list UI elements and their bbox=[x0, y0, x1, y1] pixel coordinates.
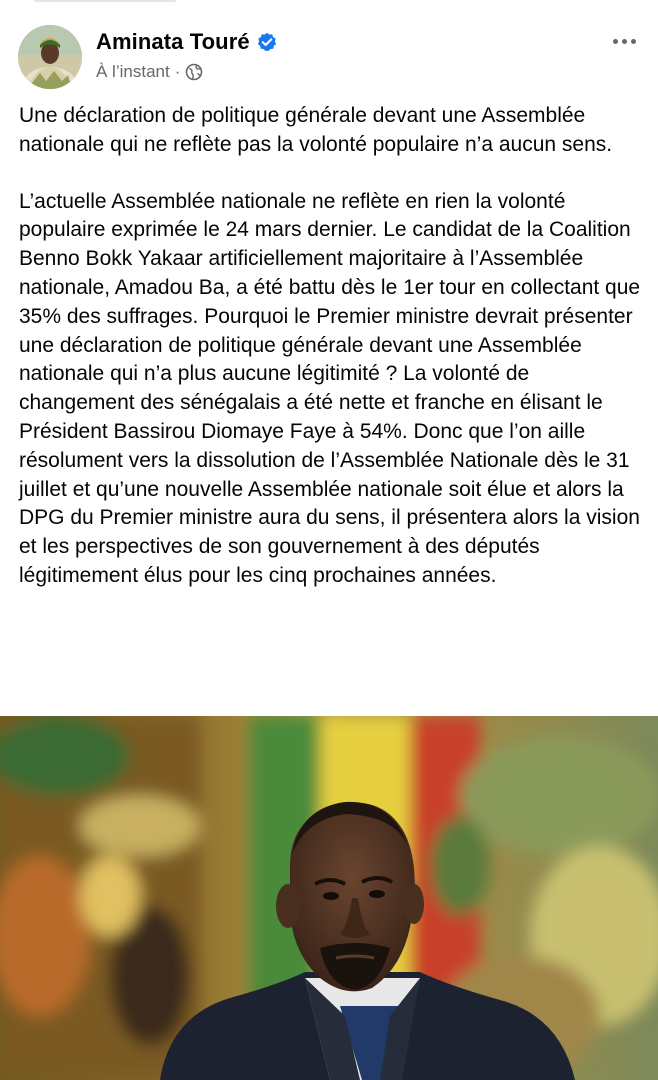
verified-badge-icon bbox=[257, 32, 277, 52]
post-meta bbox=[96, 62, 203, 82]
more-options-icon[interactable] bbox=[604, 28, 644, 54]
post-paragraph-1: Une déclaration de politique générale devant une Assemblée nationale qui ne reflète pas la volonté populaire n’a aucun sens. bbox=[19, 104, 613, 156]
globe-icon[interactable] bbox=[185, 63, 203, 81]
author-avatar[interactable] bbox=[18, 25, 82, 89]
post-header bbox=[0, 0, 658, 100]
author-name[interactable] bbox=[96, 29, 277, 55]
post-timestamp[interactable]: À l’instant bbox=[96, 62, 170, 81]
post-body bbox=[19, 102, 649, 619]
post-paragraph-2: L’actuelle Assemblée nationale ne reflète en rien la volonté populaire exprimée le 24 mars dernier. Le candidat de la Coalition Benno Bokk Yakaar artificiellement majoritaire à l’Assemblée nationale, Amadou Ba, a été battu dès le 1er tour en collectant que 35% des suffrages. Pourquoi le Premier ministre devrait présenter une déclaration de politique générale devant une Assemblée nationale qui n’a plus aucune légitimité ? La volonté de changement des sénégalais a été nette et franche en élisant le Président Bassirou Diomaye Faye à 54%. Donc que l’on aille résolument vers la dissolution de l’Assemblée Nationale dès le 31 juillet et qu’une nouvelle Assemblée nationale soit élue et alors la DPG du Premier ministre aura du sens, il présentera alors la vision et les perspectives de son gouvernement à des députés légitimement élus pour les cinq prochaines années. bbox=[19, 189, 641, 587]
author-name-text[interactable]: Aminata Touré bbox=[96, 29, 250, 54]
meta-separator: · bbox=[174, 62, 181, 81]
post-photo[interactable] bbox=[0, 716, 658, 1080]
